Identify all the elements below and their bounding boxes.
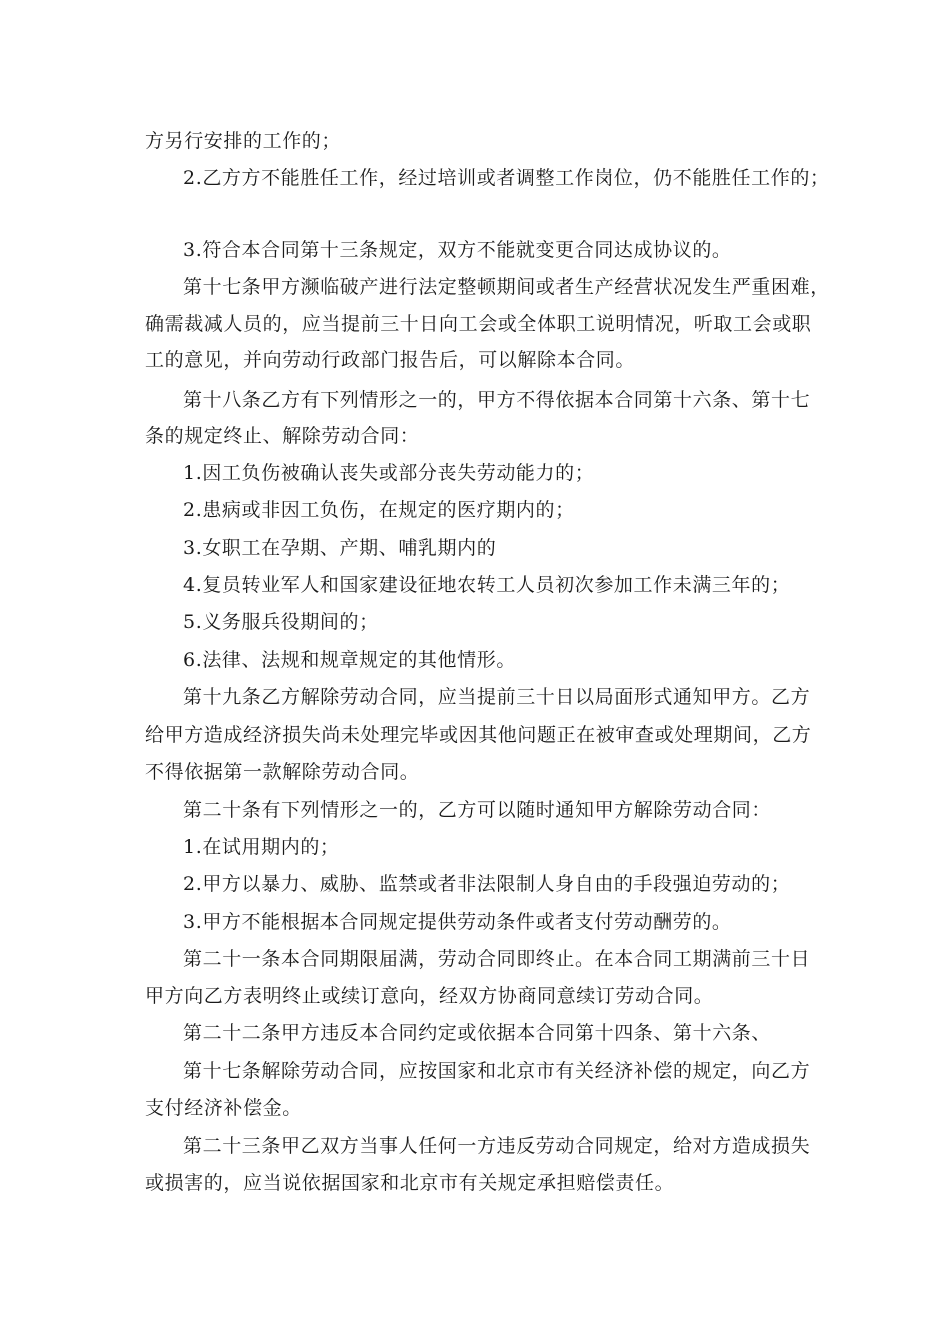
- text-line: 第二十条有下列情形之一的，乙方可以随时通知甲方解除劳动合同：: [183, 799, 772, 821]
- text-line: 2.乙方方不能胜任工作，经过培训或者调整工作岗位，仍不能胜任工作的；: [183, 167, 830, 189]
- text-line: 工的意见，并向劳动行政部门报告后，可以解除本合同。: [145, 349, 636, 371]
- text-line: 方另行安排的工作的；: [145, 130, 342, 152]
- text-line: 6.法律、法规和规章规定的其他情形。: [183, 649, 516, 671]
- text-line: 第十九条乙方解除劳动合同，应当提前三十日以局面形式通知甲方。乙方: [183, 686, 811, 708]
- text-line: 3.甲方不能根据本合同规定提供劳动条件或者支付劳动酬劳的。: [183, 911, 732, 933]
- text-line: 5.义务服兵役期间的；: [183, 611, 379, 633]
- text-line: 甲方向乙方表明终止或续订意向，经双方协商同意续订劳动合同。: [145, 985, 714, 1007]
- text-line: 4.复员转业军人和国家建设征地农转工人员初次参加工作未满三年的；: [183, 574, 791, 596]
- text-line: 不得依据第一款解除劳动合同。: [145, 761, 420, 783]
- text-line: 1.在试用期内的；: [183, 836, 340, 858]
- text-line: 第十七条甲方濒临破产进行法定整顿期间或者生产经营状况发生严重困难，: [183, 276, 830, 298]
- text-line: 3.女职工在孕期、产期、哺乳期内的: [183, 537, 497, 559]
- text-line: 第二十一条本合同期限届满，劳动合同即终止。在本合同工期满前三十日: [183, 948, 811, 970]
- text-line: 1.因工负伤被确认丧失或部分丧失劳动能力的；: [183, 462, 595, 484]
- text-line: 给甲方造成经济损失尚未处理完毕或因其他问题正在被审查或处理期间，乙方: [145, 724, 812, 746]
- text-line: 第二十三条甲乙双方当事人任何一方违反劳动合同规定，给对方造成损失: [183, 1135, 811, 1157]
- text-line: 支付经济补偿金。: [145, 1097, 302, 1119]
- text-line: 条的规定终止、解除劳动合同：: [145, 425, 420, 447]
- text-line: 确需裁减人员的，应当提前三十日向工会或全体职工说明情况，听取工会或职: [145, 313, 812, 335]
- text-line: 或损害的，应当说依据国家和北京市有关规定承担赔偿责任。: [145, 1172, 675, 1194]
- text-line: 第二十二条甲方违反本合同约定或依据本合同第十四条、第十六条、: [183, 1022, 772, 1044]
- text-line: 第十七条解除劳动合同，应按国家和北京市有关经济补偿的规定，向乙方: [183, 1060, 811, 1082]
- text-line: 3.符合本合同第十三条规定，双方不能就变更合同达成协议的。: [183, 239, 732, 261]
- text-line: 第十八条乙方有下列情形之一的，甲方不得依据本合同第十六条、第十七: [183, 389, 811, 411]
- text-line: 2.甲方以暴力、威胁、监禁或者非法限制人身自由的手段强迫劳动的；: [183, 873, 791, 895]
- text-line: 2.患病或非因工负伤，在规定的医疗期内的；: [183, 499, 575, 521]
